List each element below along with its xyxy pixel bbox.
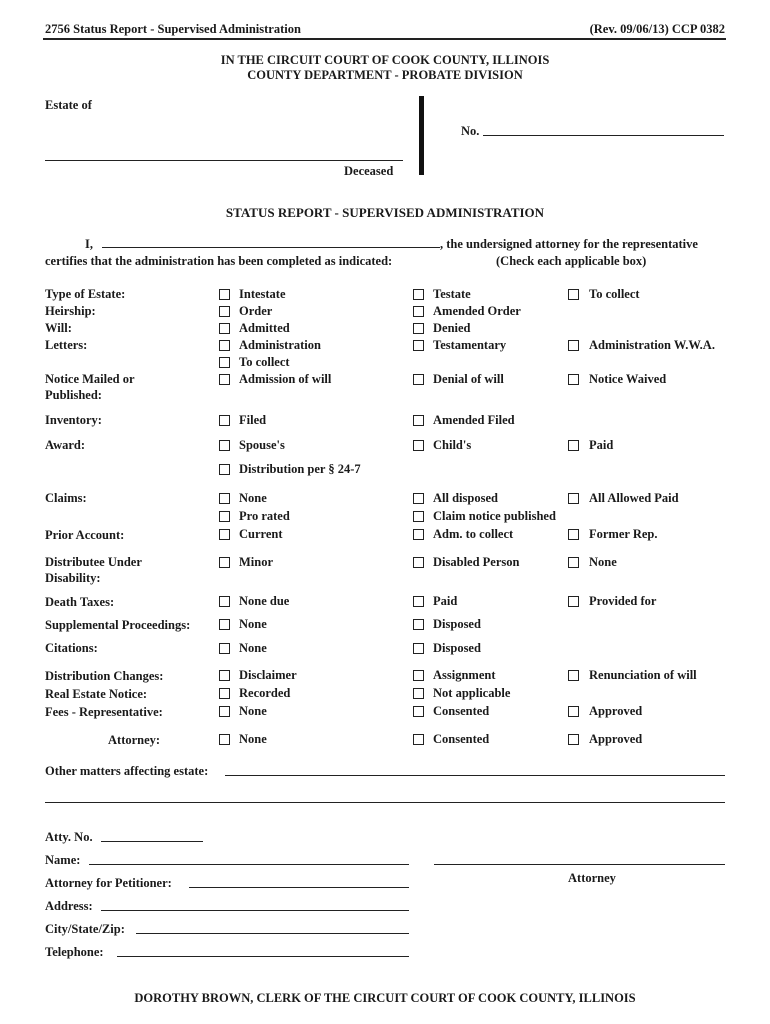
- option-fees-consented: Consented: [433, 704, 490, 718]
- option-intestate: Intestate: [239, 287, 286, 301]
- checkbox-amended-filed[interactable]: [413, 415, 424, 426]
- deceased-label: Deceased: [344, 164, 394, 178]
- city-state-zip-label: City/State/Zip:: [45, 922, 125, 936]
- checkbox-minor[interactable]: [219, 557, 230, 568]
- checkbox-attorney-none[interactable]: [219, 734, 230, 745]
- intro-i-label: I,: [85, 237, 93, 251]
- attorney-name-line[interactable]: [102, 247, 440, 248]
- checkbox-fees-approved[interactable]: [568, 706, 579, 717]
- label-prior-account: Prior Account:: [45, 528, 125, 542]
- other-matters-label: Other matters affecting estate:: [45, 764, 209, 778]
- telephone-line[interactable]: [117, 956, 409, 957]
- label-notice-mailed: Notice Mailed or: [45, 372, 135, 386]
- label-distribution-changes: Distribution Changes:: [45, 669, 164, 683]
- checkbox-distributee-none[interactable]: [568, 557, 579, 568]
- attorney-signature-label: Attorney: [568, 871, 616, 885]
- option-not-applicable: Not applicable: [433, 686, 511, 700]
- form-revision: (Rev. 09/06/13) CCP 0382: [589, 22, 725, 36]
- atty-no-label: Atty. No.: [45, 830, 93, 844]
- option-childs: Child's: [433, 438, 472, 452]
- label-disability: Disability:: [45, 571, 101, 585]
- label-published: Published:: [45, 388, 102, 402]
- option-to-collect-type: To collect: [589, 287, 640, 301]
- option-admitted: Admitted: [239, 321, 290, 335]
- label-claims: Claims:: [45, 491, 87, 505]
- option-administration-wwa: Administration W.W.A.: [589, 338, 715, 352]
- intro-line1: , the undersigned attorney for the representative: [440, 237, 698, 251]
- label-award: Award:: [45, 438, 86, 452]
- checkbox-admission-of-will[interactable]: [219, 374, 230, 385]
- caption-divider: [419, 96, 424, 175]
- checkbox-attorney-consented[interactable]: [413, 734, 424, 745]
- checkbox-not-applicable[interactable]: [413, 688, 424, 699]
- checkbox-award-paid[interactable]: [568, 440, 579, 451]
- checkbox-provided-for[interactable]: [568, 596, 579, 607]
- option-none-due: None due: [239, 594, 290, 608]
- option-supplemental-none: None: [239, 617, 267, 631]
- address-label: Address:: [45, 899, 93, 913]
- checkbox-citations-none[interactable]: [219, 643, 230, 654]
- checkbox-testamentary[interactable]: [413, 340, 424, 351]
- checkbox-attorney-approved[interactable]: [568, 734, 579, 745]
- option-amended-order: Amended Order: [433, 304, 521, 318]
- option-order: Order: [239, 304, 273, 318]
- checkbox-testate[interactable]: [413, 289, 424, 300]
- checkbox-current[interactable]: [219, 529, 230, 540]
- checkbox-adm-to-collect[interactable]: [413, 529, 424, 540]
- checkbox-amended-order[interactable]: [413, 306, 424, 317]
- option-all-allowed-paid: All Allowed Paid: [589, 491, 679, 505]
- checkbox-to-collect-type[interactable]: [568, 289, 579, 300]
- checkbox-claims-none[interactable]: [219, 493, 230, 504]
- checkbox-recorded[interactable]: [219, 688, 230, 699]
- checkbox-disabled-person[interactable]: [413, 557, 424, 568]
- option-minor: Minor: [239, 555, 274, 569]
- option-assignment: Assignment: [433, 668, 496, 682]
- checkbox-former-rep[interactable]: [568, 529, 579, 540]
- checkbox-pro-rated[interactable]: [219, 511, 230, 522]
- label-type-of-estate: Type of Estate:: [45, 287, 126, 301]
- option-distributee-none: None: [589, 555, 617, 569]
- label-will: Will:: [45, 321, 72, 335]
- checkbox-taxes-paid[interactable]: [413, 596, 424, 607]
- option-citations-disposed: Disposed: [433, 641, 481, 655]
- atty-no-line[interactable]: [101, 841, 203, 842]
- checkbox-none-due[interactable]: [219, 596, 230, 607]
- checkbox-admitted[interactable]: [219, 323, 230, 334]
- label-fees-representative: Fees - Representative:: [45, 705, 163, 719]
- option-disclaimer: Disclaimer: [239, 668, 297, 682]
- name-line[interactable]: [89, 864, 409, 865]
- attorney-signature-line[interactable]: [434, 864, 725, 865]
- estate-of-label: Estate of: [45, 98, 92, 112]
- checkbox-all-disposed[interactable]: [413, 493, 424, 504]
- checkbox-filed[interactable]: [219, 415, 230, 426]
- form-number-title: 2756 Status Report - Supervised Administration: [45, 22, 301, 36]
- option-claims-none: None: [239, 491, 267, 505]
- option-testate: Testate: [433, 287, 471, 301]
- option-spouses: Spouse's: [239, 438, 285, 452]
- checkbox-supplemental-none[interactable]: [219, 619, 230, 630]
- option-denied: Denied: [433, 321, 471, 335]
- option-filed: Filed: [239, 413, 267, 427]
- option-current: Current: [239, 527, 283, 541]
- option-admission-of-will: Admission of will: [239, 372, 332, 386]
- checkbox-citations-disposed[interactable]: [413, 643, 424, 654]
- city-state-zip-line[interactable]: [136, 933, 409, 934]
- option-denial-of-will: Denial of will: [433, 372, 504, 386]
- label-distributee: Distributee Under: [45, 555, 142, 569]
- checkbox-notice-waived[interactable]: [568, 374, 579, 385]
- checkbox-supplemental-disposed[interactable]: [413, 619, 424, 630]
- option-renunciation-of-will: Renunciation of will: [589, 668, 697, 682]
- checkbox-childs[interactable]: [413, 440, 424, 451]
- label-inventory: Inventory:: [45, 413, 102, 427]
- case-number-label: No.: [461, 124, 480, 138]
- name-label: Name:: [45, 853, 81, 867]
- attorney-for-petitioner-label: Attorney for Petitioner:: [45, 876, 172, 890]
- checkbox-claim-notice-published[interactable]: [413, 511, 424, 522]
- header-rule: [43, 38, 726, 40]
- option-supplemental-disposed: Disposed: [433, 617, 481, 631]
- option-provided-for: Provided for: [589, 594, 657, 608]
- case-number-line[interactable]: [483, 135, 724, 136]
- court-name: IN THE CIRCUIT COURT OF COOK COUNTY, ILLINOIS: [220, 53, 550, 67]
- option-fees-approved: Approved: [589, 704, 643, 718]
- checkbox-to-collect-letters[interactable]: [219, 357, 230, 368]
- option-adm-to-collect: Adm. to collect: [433, 527, 514, 541]
- court-division: COUNTY DEPARTMENT - PROBATE DIVISION: [247, 68, 523, 82]
- option-attorney-approved: Approved: [589, 732, 643, 746]
- label-supplemental: Supplemental Proceedings:: [45, 618, 191, 632]
- option-attorney-consented: Consented: [433, 732, 490, 746]
- decedent-name-line[interactable]: [45, 160, 403, 161]
- checkbox-intestate[interactable]: [219, 289, 230, 300]
- option-to-collect-letters: To collect: [239, 355, 290, 369]
- checkbox-assignment[interactable]: [413, 670, 424, 681]
- check-note: (Check each applicable box): [496, 254, 647, 268]
- checkbox-renunciation-of-will[interactable]: [568, 670, 579, 681]
- label-attorney: Attorney:: [108, 733, 161, 747]
- other-matters-line-1[interactable]: [225, 775, 725, 776]
- checkbox-disclaimer[interactable]: [219, 670, 230, 681]
- label-heirship: Heirship:: [45, 304, 96, 318]
- label-real-estate-notice: Real Estate Notice:: [45, 687, 148, 701]
- option-pro-rated: Pro rated: [239, 509, 290, 523]
- label-citations: Citations:: [45, 641, 98, 655]
- option-claim-notice-published: Claim notice published: [433, 509, 556, 523]
- telephone-label: Telephone:: [45, 945, 104, 959]
- option-former-rep: Former Rep.: [589, 527, 658, 541]
- checkbox-fees-consented[interactable]: [413, 706, 424, 717]
- option-administration: Administration: [239, 338, 321, 352]
- address-line[interactable]: [101, 910, 409, 911]
- label-letters: Letters:: [45, 338, 88, 352]
- option-recorded: Recorded: [239, 686, 291, 700]
- intro-line2: certifies that the administration has been completed as indicated:: [45, 254, 393, 268]
- option-attorney-none: None: [239, 732, 267, 746]
- checkbox-distribution-per[interactable]: [219, 464, 230, 475]
- option-amended-filed: Amended Filed: [433, 413, 515, 427]
- label-death-taxes: Death Taxes:: [45, 595, 115, 609]
- checkbox-denied[interactable]: [413, 323, 424, 334]
- checkbox-spouses[interactable]: [219, 440, 230, 451]
- checkbox-denial-of-will[interactable]: [413, 374, 424, 385]
- option-award-paid: Paid: [589, 438, 614, 452]
- option-disabled-person: Disabled Person: [433, 555, 520, 569]
- checkbox-fees-none[interactable]: [219, 706, 230, 717]
- report-title: STATUS REPORT - SUPERVISED ADMINISTRATION: [225, 205, 545, 220]
- option-citations-none: None: [239, 641, 267, 655]
- checkbox-order[interactable]: [219, 306, 230, 317]
- checkbox-administration[interactable]: [219, 340, 230, 351]
- option-notice-waived: Notice Waived: [589, 372, 667, 386]
- attorney-for-petitioner-line[interactable]: [189, 887, 409, 888]
- option-testamentary: Testamentary: [433, 338, 507, 352]
- clerk-footer: DOROTHY BROWN, CLERK OF THE CIRCUIT COURT OF COOK COUNTY, ILLINOIS: [134, 991, 636, 1005]
- option-distribution-per: Distribution per § 24-7: [239, 462, 361, 476]
- checkbox-all-allowed-paid[interactable]: [568, 493, 579, 504]
- option-fees-none: None: [239, 704, 267, 718]
- option-taxes-paid: Paid: [433, 594, 458, 608]
- checkbox-administration-wwa[interactable]: [568, 340, 579, 351]
- other-matters-line-2[interactable]: [45, 802, 725, 803]
- option-all-disposed: All disposed: [433, 491, 498, 505]
